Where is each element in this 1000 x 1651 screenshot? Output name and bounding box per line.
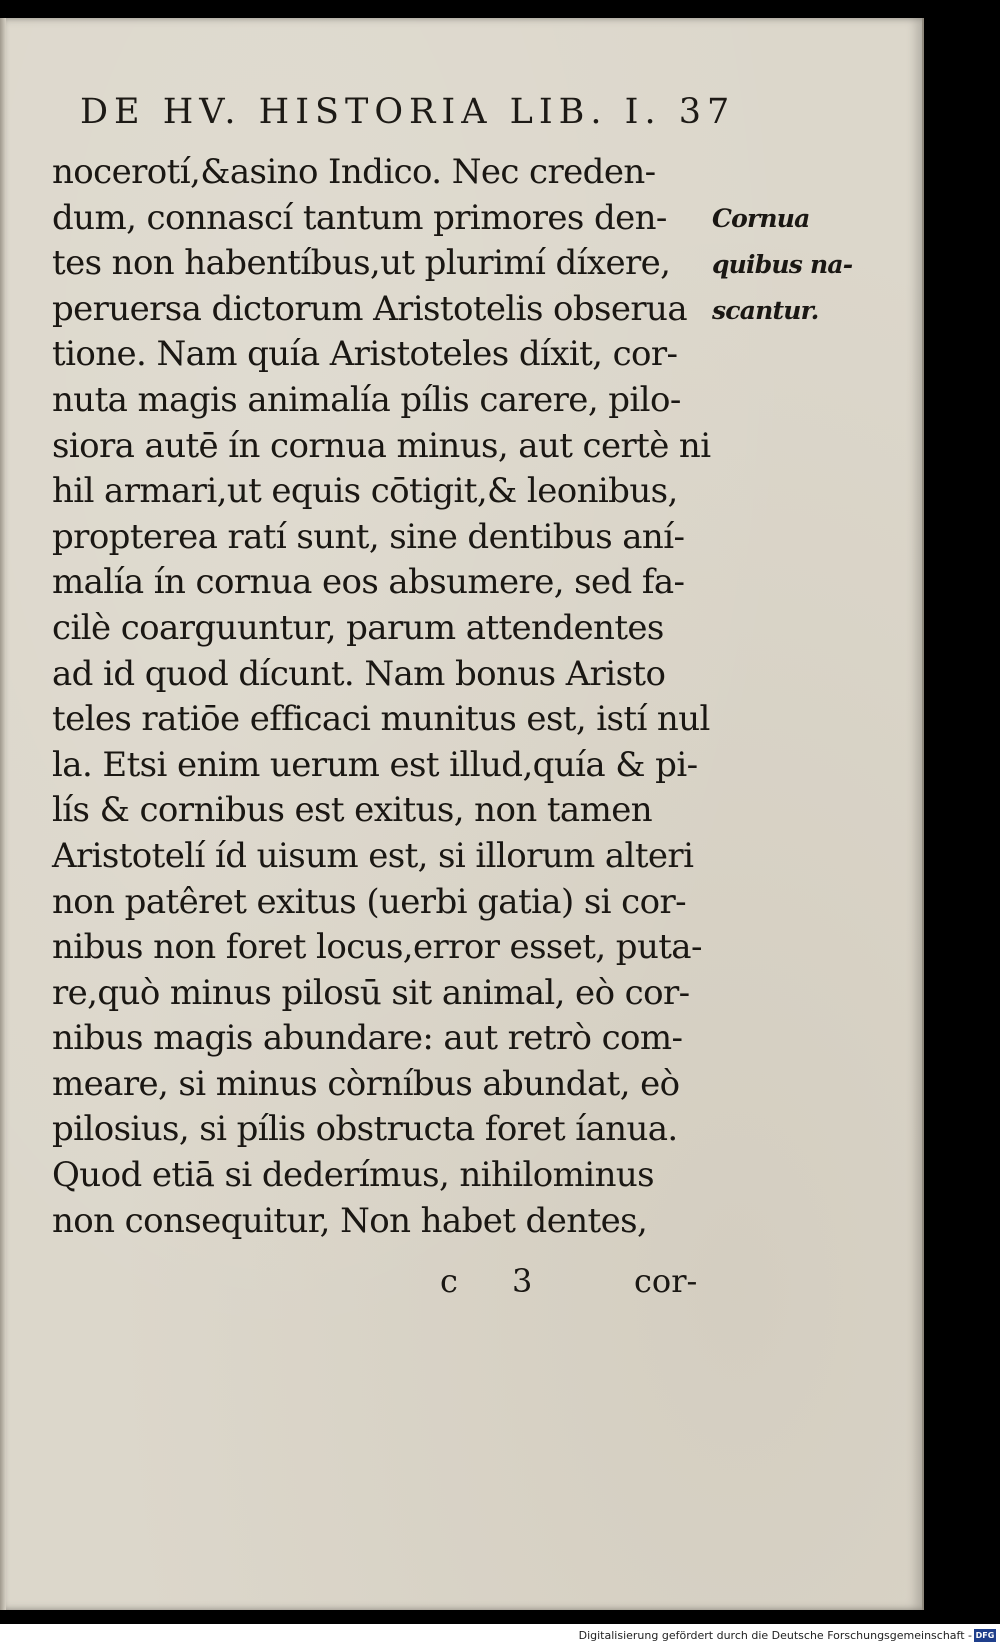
text-line: tes non habentíbus,ut plurimí díxere, <box>52 243 671 284</box>
text-line: nuta magis animalía pílis carere, pilo- <box>52 379 681 420</box>
text-line: lís & cornibus est exitus, non tamen <box>52 790 653 831</box>
dfg-logo-icon: DFG <box>975 1631 995 1640</box>
text-line: nocerotí,&asino Indico. Nec creden- <box>52 152 656 192</box>
text-line: nibus non foret locus,error esset, puta- <box>52 927 702 968</box>
text-line: Quod etiā si dederímus, nihilominus <box>52 1155 655 1196</box>
signature-mark: c <box>440 1262 458 1300</box>
text-line: la. Etsi enim uerum est illud,quía & pi- <box>52 744 698 785</box>
text-line: non consequitur, Non habet dentes, <box>52 1200 648 1241</box>
catchword: cor- <box>634 1262 698 1300</box>
text-line: dum, connascí tantum primores den- <box>52 197 667 238</box>
signature-number: 3 <box>512 1262 533 1300</box>
page-gutter-shadow <box>0 18 6 1610</box>
text-line: cilè coarguuntur, parum attendentes <box>52 607 664 648</box>
marginal-note-line: scantur. <box>712 296 819 325</box>
text-line: nibus magis abundare: aut retrò com- <box>52 1018 683 1059</box>
text-line: Aristotelí íd uisum est, si illorum alteri <box>52 835 694 876</box>
text-line: malía ín cornua eos absumere, sed fa- <box>52 562 685 603</box>
text-line: meare, si minus còrníbus abundat, eò <box>52 1063 680 1104</box>
marginal-note-line: Cornua <box>712 204 810 233</box>
text-line: hil armari,ut equis cōtigit,& leonibus, <box>52 471 678 512</box>
digitization-credit: Digitalisierung gefördert durch die Deutsche Forschungsgemeinschaft - <box>578 1629 972 1642</box>
running-head: DE HV. HISTORIA LIB. I. 37 <box>80 92 736 132</box>
marginal-note <box>712 196 853 334</box>
text-line: non patêret exitus (uerbi gatia) si cor- <box>52 881 687 922</box>
text-line: siora autē ín cornua minus, aut certè ni <box>52 425 711 466</box>
text-line: peruersa dictorum Aristotelis obserua <box>52 288 688 329</box>
text-line: propterea ratí sunt, sine dentibus aní- <box>52 516 685 557</box>
text-line: teles ratiōe efficaci munitus est, istí nul <box>52 699 710 740</box>
text-line: tione. Nam quía Aristoteles díxit, cor- <box>52 334 678 375</box>
body-text <box>52 150 712 1244</box>
text-line: re,quò minus pilosū sit animal, eò cor- <box>52 972 690 1013</box>
text-line: pilosius, si pílis obstructa foret íanua. <box>52 1109 678 1150</box>
text-line: ad id quod dícunt. Nam bonus Aristo <box>52 653 666 694</box>
marginal-note-line: quibus na- <box>712 250 853 279</box>
